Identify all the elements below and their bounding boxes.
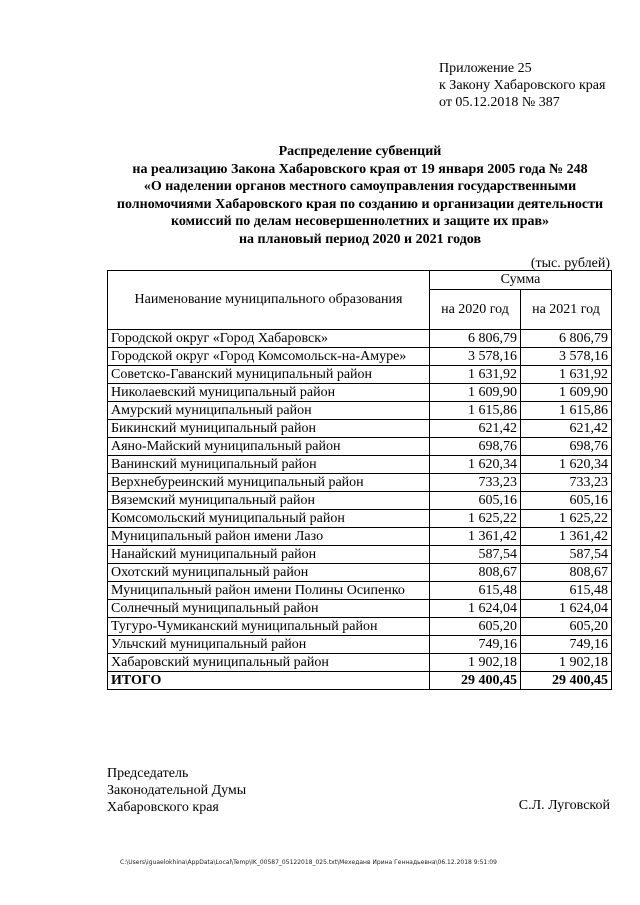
header-sum: Сумма [430, 271, 612, 290]
cell-2020: 733,23 [430, 474, 521, 492]
signature-line-2: Законодательной Думы [107, 783, 247, 798]
table-row [108, 492, 612, 510]
cell-2021: 698,76 [521, 438, 612, 456]
cell-2020: 749,16 [430, 636, 521, 654]
cell-2021: 808,67 [521, 564, 612, 582]
title-line-6: на плановый период 2020 и 2021 годов [238, 231, 482, 247]
header-name: Наименование муниципального образования [108, 271, 430, 330]
table-row [108, 348, 612, 366]
cell-2020: 1 609,90 [430, 384, 521, 402]
cell-2021: 6 806,79 [521, 330, 612, 348]
cell-2020: 3 578,16 [430, 348, 521, 366]
cell-2020: 605,20 [430, 618, 521, 636]
total-label: ИТОГО [108, 672, 430, 690]
table-row [108, 618, 612, 636]
cell-2020: 1 615,86 [430, 402, 521, 420]
cell-name: Городской округ «Город Хабаровск» [108, 330, 430, 348]
cell-name: Николаевский муниципальный район [108, 384, 430, 402]
cell-name: Ванинский муниципальный район [108, 456, 430, 474]
cell-2021: 621,42 [521, 420, 612, 438]
cell-2021: 1 624,04 [521, 600, 612, 618]
cell-2021: 587,54 [521, 546, 612, 564]
total-row [108, 672, 612, 690]
table-row [108, 438, 612, 456]
table-body [108, 330, 612, 690]
appendix-line-2: к Закону Хабаровского края [439, 78, 606, 93]
table-row [108, 564, 612, 582]
cell-2021: 1 902,18 [521, 654, 612, 672]
cell-2020: 1 620,34 [430, 456, 521, 474]
title-line-5: комиссий по делам несовершеннолетних и защите их прав» [170, 214, 550, 230]
cell-2020: 1 902,18 [430, 654, 521, 672]
cell-2021: 1 631,92 [521, 366, 612, 384]
cell-2020: 1 625,22 [430, 510, 521, 528]
table-row [108, 330, 612, 348]
table-row [108, 636, 612, 654]
cell-2021: 605,16 [521, 492, 612, 510]
table-row [108, 420, 612, 438]
cell-name: Хабаровский муниципальный район [108, 654, 430, 672]
cell-2021: 615,48 [521, 582, 612, 600]
cell-2020: 698,76 [430, 438, 521, 456]
cell-2021: 1 625,22 [521, 510, 612, 528]
cell-2020: 1 624,04 [430, 600, 521, 618]
subsidy-table [107, 270, 612, 690]
cell-2021: 1 620,34 [521, 456, 612, 474]
cell-2021: 605,20 [521, 618, 612, 636]
cell-2020: 615,48 [430, 582, 521, 600]
signature-line-1: Председатель [107, 766, 189, 781]
signature-block [107, 765, 246, 816]
cell-name: Амурский муниципальный район [108, 402, 430, 420]
table-row [108, 582, 612, 600]
units-label: (тыс. рублей) [530, 256, 610, 271]
cell-name: Комсомольский муниципальный район [108, 510, 430, 528]
cell-name: Солнечный муниципальный район [108, 600, 430, 618]
header-2021: на 2021 год [521, 290, 612, 330]
appendix-block [439, 60, 605, 111]
title-line-4: полномочиями Хабаровского края по созданию и организации деятельности [116, 196, 604, 212]
table-row [108, 474, 612, 492]
cell-2021: 733,23 [521, 474, 612, 492]
file-path-footer: C:\Users\iguaelokhina\AppData\Local\Temp\IK_00587_05122018_025.txt\Мехеданв Ирина Геннадьевна\06.12.2018 9:51:09 [120, 859, 497, 866]
table-row [108, 384, 612, 402]
table-row [108, 654, 612, 672]
cell-name: Верхнебуреинский муниципальный район [108, 474, 430, 492]
cell-2021: 3 578,16 [521, 348, 612, 366]
cell-2020: 1 361,42 [430, 528, 521, 546]
appendix-line-3: от 05.12.2018 № 387 [439, 95, 560, 110]
cell-2021: 1 609,90 [521, 384, 612, 402]
cell-name: Аяно-Майский муниципальный район [108, 438, 430, 456]
header-2020: на 2020 год [430, 290, 521, 330]
cell-2021: 1 615,86 [521, 402, 612, 420]
cell-name: Тугуро-Чумиканский муниципальный район [108, 618, 430, 636]
cell-2020: 587,54 [430, 546, 521, 564]
cell-2020: 6 806,79 [430, 330, 521, 348]
document-title [100, 143, 620, 249]
cell-name: Ульчский муниципальный район [108, 636, 430, 654]
title-line-1: Распределение субвенций [278, 144, 442, 159]
cell-name: Муниципальный район имени Лазо [108, 528, 430, 546]
cell-2021: 1 361,42 [521, 528, 612, 546]
title-line-2: на реализацию Закона Хабаровского края от 19 января 2005 года № 248 [132, 161, 588, 177]
signature-line-3: Хабаровского края [107, 800, 219, 815]
cell-2020: 621,42 [430, 420, 521, 438]
cell-2020: 1 631,92 [430, 366, 521, 384]
cell-name: Городской округ «Город Комсомольск-на-Амуре» [108, 348, 430, 366]
cell-name: Охотский муниципальный район [108, 564, 430, 582]
cell-name: Советско-Гаванский муниципальный район [108, 366, 430, 384]
cell-2020: 605,16 [430, 492, 521, 510]
table-row [108, 600, 612, 618]
appendix-line-1: Приложение 25 [439, 61, 532, 76]
total-2020: 29 400,45 [430, 672, 521, 690]
table-row [108, 402, 612, 420]
table-row [108, 366, 612, 384]
cell-2020: 808,67 [430, 564, 521, 582]
total-2021: 29 400,45 [521, 672, 612, 690]
cell-name: Бикинский муниципальный район [108, 420, 430, 438]
signatory-name: С.Л. Луговской [518, 798, 610, 813]
table-row [108, 546, 612, 564]
title-line-3: «О наделении органов местного самоуправления государственными [143, 179, 577, 195]
table-row [108, 528, 612, 546]
table-row [108, 456, 612, 474]
cell-name: Муниципальный район имени Полины Осипенко [108, 582, 430, 600]
cell-name: Вяземский муниципальный район [108, 492, 430, 510]
table-row [108, 510, 612, 528]
cell-name: Нанайский муниципальный район [108, 546, 430, 564]
cell-2021: 749,16 [521, 636, 612, 654]
